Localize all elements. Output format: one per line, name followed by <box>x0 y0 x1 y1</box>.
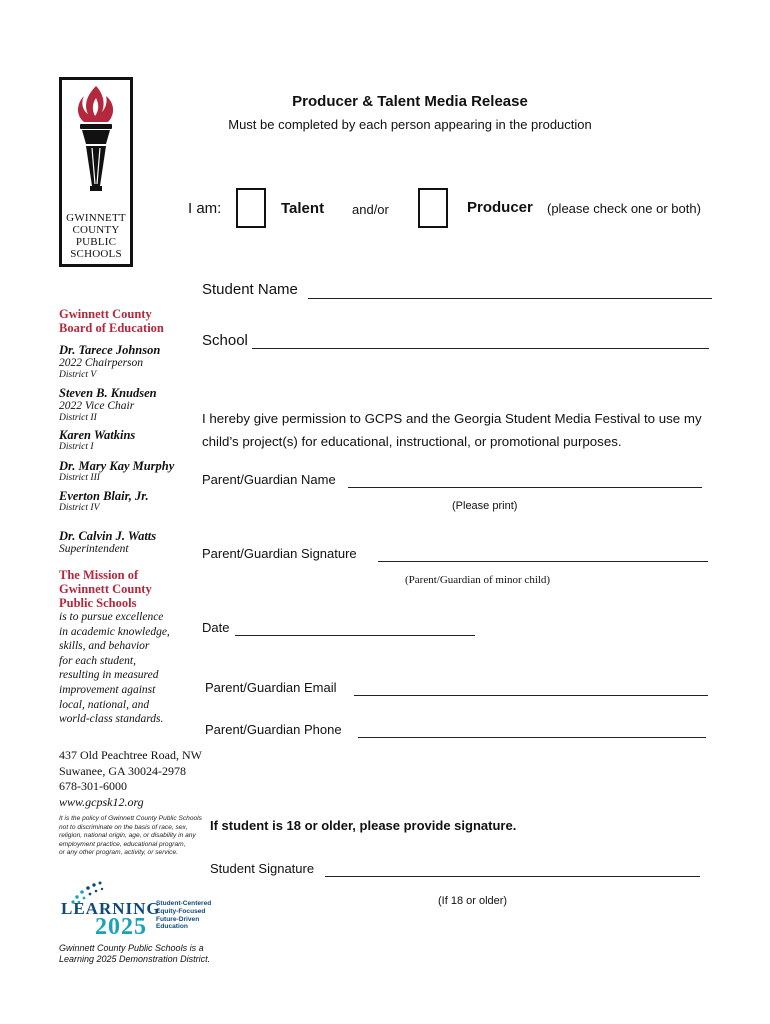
learning-word: LEARNING <box>61 899 161 918</box>
talent-label: Talent <box>281 200 325 217</box>
learning-tagline <box>156 900 216 931</box>
guardian-minor-note: (Parent/Guardian of minor child) <box>405 574 551 586</box>
guardian-signature-field[interactable] <box>378 561 708 562</box>
guardian-email-field[interactable] <box>354 695 708 696</box>
guardian-name-field[interactable] <box>348 487 702 488</box>
guardian-signature-label: Parent/Guardian Signature <box>202 546 357 561</box>
talent-checkbox[interactable] <box>236 188 266 228</box>
website-link[interactable]: www.gcpsk12.org <box>59 794 144 809</box>
board-sidebar <box>59 307 199 335</box>
guardian-phone-field[interactable] <box>358 737 706 738</box>
address-line: Suwanee, GA 30024-2978 <box>59 763 186 778</box>
mission-heading-line: Public Schools <box>59 596 137 610</box>
guardian-phone-label: Parent/Guardian Phone <box>205 722 342 737</box>
member-role: 2022 Chairperson <box>59 357 144 369</box>
member-name: Dr. Mary Kay Murphy <box>59 459 175 473</box>
mission-text-line: local, national, and <box>59 698 150 711</box>
policy-line: or any other program, activity, or service. <box>59 849 178 857</box>
mission-heading-line: The Mission of <box>59 568 139 582</box>
board-heading-line: Gwinnett County <box>59 307 152 321</box>
member-name: Steven B. Knudsen <box>59 386 157 400</box>
permission-line: I hereby give permission to GCPS and the Georgia Student Media Festival to use my <box>202 411 702 426</box>
check-note: (please check one or both) <box>547 201 701 216</box>
policy-line: not to discriminate on the basis of race, sex, <box>59 823 188 831</box>
address-block <box>59 748 209 810</box>
board-heading-line: Board of Education <box>59 321 164 335</box>
address-line: 437 Old Peachtree Road, NW <box>59 748 202 762</box>
demonstration-line: Gwinnett County Public Schools is a <box>59 943 204 953</box>
student-signature-label: Student Signature <box>210 861 315 876</box>
policy-line: employment practice, educational program, <box>59 840 186 848</box>
school-label: School <box>202 332 248 349</box>
student-signature-field[interactable] <box>325 876 700 877</box>
student-name-label: Student Name <box>202 281 298 298</box>
policy-line: It is the policy of Gwinnett County Public Schools <box>59 815 202 822</box>
member-district: District I <box>59 442 94 452</box>
producer-label: Producer <box>467 199 533 216</box>
member-district: District III <box>59 473 100 483</box>
tagline-line: Student-Centered <box>156 900 212 907</box>
school-field[interactable] <box>252 348 709 349</box>
member-name: Dr. Tarece Johnson <box>59 343 161 357</box>
learning-year: 2025 <box>95 914 147 940</box>
learning-2025-logo <box>59 880 219 942</box>
board-member <box>59 386 199 424</box>
board-member <box>59 428 199 453</box>
guardian-email-label: Parent/Guardian Email <box>205 680 337 695</box>
adult-note: (If 18 or older) <box>438 895 508 907</box>
member-name: Karen Watkins <box>59 428 136 442</box>
member-role: 2022 Vice Chair <box>59 400 135 412</box>
tagline-line: Equity-Focused <box>156 907 206 915</box>
adult-notice: If student is 18 or older, please provide signature. <box>210 818 517 833</box>
superintendent-role: Superintendent <box>59 543 129 555</box>
student-name-field[interactable] <box>308 298 712 299</box>
mission-text-line: in academic knowledge, <box>59 625 170 638</box>
member-name: Everton Blair, Jr. <box>59 489 149 503</box>
date-label: Date <box>202 620 230 635</box>
phone-number: 678-301-6000 <box>59 779 127 793</box>
mission-text-line: improvement against <box>59 683 156 696</box>
form-subtitle: Must be completed by each person appearing in the production <box>228 117 592 132</box>
iam-label: I am: <box>188 200 222 217</box>
superintendent <box>59 529 199 556</box>
policy-line: religion, national origin, age, or disability in any <box>59 832 196 840</box>
mission-text-line: for each student, <box>59 654 136 667</box>
demonstration-note <box>59 943 229 965</box>
gcps-logo <box>59 77 133 267</box>
please-print-note: (Please print) <box>452 500 518 512</box>
mission-text-line: world-class standards. <box>59 713 164 726</box>
member-district: District II <box>59 413 97 423</box>
date-field[interactable] <box>235 635 475 636</box>
mission-text-line: skills, and behavior <box>59 640 150 653</box>
mission-text-line: resulting in measured <box>59 669 159 682</box>
logo-text-line: PUBLIC <box>75 236 117 248</box>
board-member <box>59 343 199 381</box>
demonstration-line: Learning 2025 Demonstration District. <box>59 954 211 964</box>
producer-checkbox[interactable] <box>418 188 448 228</box>
member-district: District V <box>59 370 97 380</box>
board-member <box>59 489 199 514</box>
andor-label: and/or <box>352 202 389 217</box>
permission-line: child’s project(s) for educational, instructional, or promotional purposes. <box>202 434 622 449</box>
mission-text-line: is to pursue excellence <box>59 611 164 623</box>
mission-heading-line: Gwinnett County <box>59 582 152 596</box>
superintendent-name: Dr. Calvin J. Watts <box>59 529 157 543</box>
member-district: District IV <box>59 503 100 513</box>
logo-text-line: GWINNETT <box>66 212 126 224</box>
logo-text-line: SCHOOLS <box>70 248 122 260</box>
logo-text-line: COUNTY <box>72 224 120 236</box>
nondiscrimination-policy <box>59 815 209 858</box>
board-member <box>59 459 199 484</box>
form-title: Producer & Talent Media Release <box>292 93 528 110</box>
tagline-line: Future-Driven <box>156 915 200 923</box>
tagline-line: Education <box>156 923 188 931</box>
guardian-name-label: Parent/Guardian Name <box>202 472 336 487</box>
mission-block <box>59 568 199 727</box>
torch-icon <box>62 80 130 200</box>
permission-text <box>202 407 732 453</box>
